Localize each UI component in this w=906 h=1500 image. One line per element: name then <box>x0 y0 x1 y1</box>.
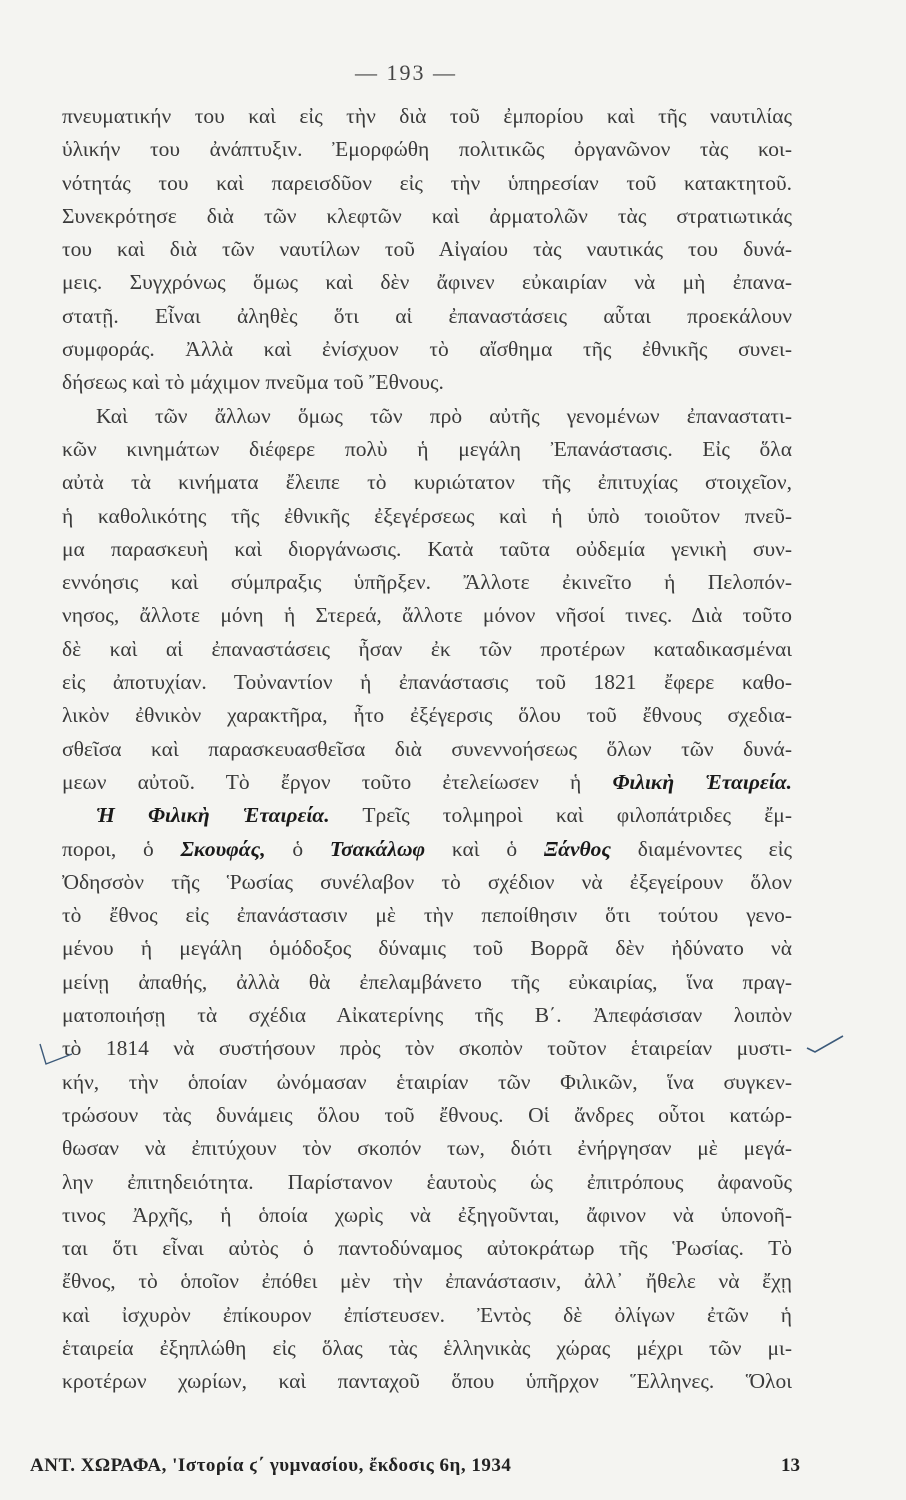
text-line: Καὶ τῶν ἄλλων ὅμως τῶν πρὸ αὐτῆς γενομένων ἐπαναστατι- <box>96 403 792 428</box>
text-line: τὸ 1814 νὰ συστήσουν πρὸς τὸν σκοπὸν τοῦτον ἑταιρείαν μυστι- <box>62 1036 792 1061</box>
name-xanthos: Ξάνθος <box>543 836 612 861</box>
text-line: κροτέρων χωρίων, καὶ πανταχοῦ ὅπου ὑπῆρχον Ἕλληνες. Ὅλοι <box>62 1369 792 1394</box>
text-line: σθεῖσα καὶ παρασκευασθεῖσα διὰ συνεννοήσεως ὅλων τῶν δυνά- <box>62 736 792 761</box>
text-line: Ὀδησσὸν τῆς Ῥωσίας συνέλαβον τὸ σχέδιον νὰ ἐξεγείρουν ὅλον <box>62 869 792 894</box>
text-line: νησος, ἄλλοτε μόνη ἡ Στερεά, ἄλλοτε μόνον νῆσοί τινες. Διὰ τοῦτο <box>62 603 792 628</box>
body-text <box>62 100 792 1399</box>
page-footer <box>30 1455 800 1477</box>
text-line: συμφοράς. Ἀλλὰ καὶ ἐνίσχυον τὸ αἴσθημα τῆς ἐθνικῆς συνει- <box>62 337 792 362</box>
text-fragment: καὶ ὁ <box>425 836 544 861</box>
pencil-check-mark <box>36 1040 76 1070</box>
text-fragment: ὁ <box>265 836 330 861</box>
text-line: στατῇ. Εἶναι ἀληθὲς ὅτι αἱ ἐπαναστάσεις αὗται προεκάλουν <box>62 303 792 328</box>
text-line: δήσεως καὶ τὸ μάχιμον πνεῦμα τοῦ Ἔθνους. <box>62 370 444 395</box>
text-line: μείνῃ ἀπαθής, ἀλλὰ θὰ ἐπελαμβάνετο τῆς εὐκαιρίας, ἵνα πραγ- <box>62 969 792 994</box>
text-line: τὸ ἔθνος εἰς ἐπανάστασιν μὲ τὴν πεποίθησιν ὅτι τούτου γενο- <box>62 903 792 928</box>
text-line: ἑταιρεία ἐξηπλώθη εἰς ὅλας τὰς ἑλληνικὰς χώρας μέχρι τῶν μι- <box>62 1335 792 1360</box>
text-line: τρώσουν τὰς δυνάμεις ὅλου τοῦ ἔθνους. Οἱ ἄνδρες οὗτοι κατώρ- <box>62 1102 792 1127</box>
text-line: ἔθνος, τὸ ὁποῖον ἐπόθει μὲν τὴν ἐπανάστασιν, ἀλλ᾽ ἤθελε νὰ ἔχῃ <box>62 1269 792 1294</box>
text-line: λικὸν ἐθνικὸν χαρακτῆρα, ἦτο ἐξέγερσις ὅλου τοῦ ἔθνους σχεδια- <box>62 703 792 728</box>
section-heading: Ἡ Φιλικὴ Ἑταιρεία. <box>96 803 330 828</box>
bold-term: Φιλικὴ Ἑταιρεία. <box>612 769 792 794</box>
text-line: ται ὅτι εἶναι αὐτὸς ὁ παντοδύναμος αὐτοκράτωρ τῆς Ῥωσίας. Τὸ <box>62 1236 792 1261</box>
text-line: πνευματικήν του καὶ εἰς τὴν διὰ τοῦ ἐμπορίου καὶ τῆς ναυτιλίας <box>62 104 792 128</box>
name-tsakalof: Τσακάλωφ <box>329 836 426 861</box>
footer-signature: ΑΝΤ. ΧΩΡΑΦΑ, 'Ιστορία ϛ΄ γυμνασίου, ἔκδοσις 6η, 1934 <box>30 1455 512 1476</box>
text-line: κήν, τὴν ὁποίαν ὠνόμασαν ἑταιρίαν τῶν Φιλικῶν, ἵνα συγκεν- <box>62 1069 792 1094</box>
text-line: λην ἐπιτηδειότητα. Παρίστανον ἑαυτοὺς ὡς ἐπιτρόπους ἀφανοῦς <box>62 1169 792 1194</box>
text-line: κῶν κινημάτων διέφερε πολὺ ἡ μεγάλη Ἐπανάστασις. Εἰς ὅλα <box>62 436 792 461</box>
text-line: καὶ ἰσχυρὸν ἐπίκουρον ἐπίστευσεν. Ἐντὸς δὲ ὀλίγων ἐτῶν ἡ <box>62 1302 792 1327</box>
text-line <box>62 833 792 866</box>
text-line: ὑλικήν του ἀνάπτυξιν. Ἐμορφώθη πολιτικῶς ὀργανῶνον τὰς κοι- <box>62 137 792 162</box>
text-line: τινος Ἀρχῆς, ἡ ὁποία χωρὶς νὰ ἐξηγοῦνται, ἄφινον νὰ ὑπονοῆ- <box>62 1202 792 1227</box>
text-line: του καὶ διὰ τῶν ναυτίλων τοῦ Αἰγαίου τὰς ναυτικάς του δυνά- <box>62 237 792 262</box>
name-skoufas: Σκουφάς, <box>180 836 266 861</box>
text-fragment: Τρεῖς τολμηροὶ καὶ φιλοπάτριδες ἔμ- <box>329 803 792 828</box>
section-heading-line <box>62 799 792 832</box>
text-line: μα παρασκευὴ καὶ διοργάνωσις. Κατὰ ταῦτα οὐδεμία γενικὴ συν- <box>62 536 792 561</box>
text-line: μένου ἡ μεγάλη ὁμόδοξος δύναμις τοῦ Βορρᾶ δὲν ἠδύνατο νὰ <box>62 936 792 961</box>
text-line: θωσαν νὰ ἐπιτύχουν τὸν σκοπόν των, διότι ἐνήργησαν μὲ μεγά- <box>62 1136 792 1161</box>
text-line: ματοποιήσῃ τὰ σχέδια Αἰκατερίνης τῆς Β΄. Ἀπεφάσισαν λοιπὸν <box>62 1003 792 1028</box>
text-line: Συνεκρότησε διὰ τῶν κλεφτῶν καὶ ἀρματολῶν τὰς στρατιωτικάς <box>62 203 792 228</box>
text-fragment: μεων αὐτοῦ. Τὸ ἔργον τοῦτο ἐτελείωσεν ἡ <box>62 769 582 794</box>
text-line: εἰς ἀποτυχίαν. Τοὐναντίον ἡ ἐπανάστασις τοῦ 1821 ἔφερε καθο- <box>62 670 792 695</box>
text-line: δὲ καὶ αἱ ἐπαναστάσεις ἦσαν ἐκ τῶν προτέρων καταδικασμέναι <box>62 636 792 661</box>
text-line: ἡ καθολικότης τῆς ἐθνικῆς ἐξεγέρσεως καὶ ἡ ὑπὸ τοιοῦτον πνεῦ- <box>62 503 792 528</box>
signature-number: 13 <box>781 1455 800 1476</box>
text-fragment: ποροι, ὁ <box>62 836 181 861</box>
text-line: νότητάς του καὶ παρεισδῦον εἰς τὴν ὑπηρεσίαν τοῦ κατακτητοῦ. <box>62 170 792 195</box>
text-line: αὐτὰ τὰ κινήματα ἔλειπε τὸ κυριώτατον τῆς ἐπιτυχίας στοιχεῖον, <box>62 470 792 495</box>
text-line: εννόησις καὶ σύμπραξις ὑπῆρξεν. Ἄλλοτε ἐκινεῖτο ἡ Πελοπόν- <box>62 570 792 595</box>
text-fragment: διαμένοντες εἰς <box>611 836 793 861</box>
text-line: μεις. Συγχρόνως ὅμως καὶ δὲν ἄφινεν εὐκαιρίαν νὰ μὴ ἐπανα- <box>62 270 792 295</box>
page-number: — 193 — <box>355 60 457 85</box>
pencil-mark <box>805 1034 845 1054</box>
text-line <box>62 766 792 799</box>
